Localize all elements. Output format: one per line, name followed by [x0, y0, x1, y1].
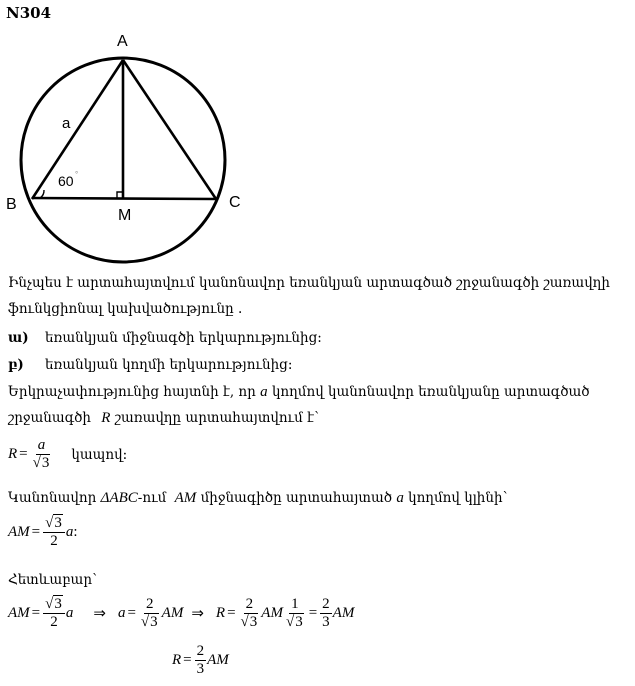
radicand: 3 — [295, 614, 303, 630]
chain-eq-1: = — [31, 605, 41, 621]
median-name: AM — [174, 490, 197, 506]
formula-am-lhs: AM — [8, 524, 30, 540]
geometry-text-a: Երկրաչափությունից հայտնի է, որ — [8, 384, 256, 400]
numerator-a: a — [37, 437, 46, 453]
final-eq: = — [183, 652, 192, 668]
numerator-sqrt3: √3 — [43, 515, 65, 533]
chain-frac-2-sqrt3-b — [239, 596, 261, 631]
chain-am-4: AM — [332, 605, 355, 621]
geometry-var-a: a — [260, 384, 268, 400]
chain-den-sqrt3-b: √3 — [240, 614, 258, 630]
formula-final — [172, 643, 229, 678]
side-ac — [123, 60, 216, 199]
chain-eq-4: = — [308, 605, 318, 621]
formula-am-colon: : — [73, 524, 78, 540]
implies-arrow-1: ⇒ — [93, 606, 106, 622]
regular-sentence — [8, 490, 509, 506]
regular-text-b: -ում — [137, 490, 167, 506]
chain-num-2b: 2 — [245, 596, 254, 612]
chain-den-sqrt3: √3 — [140, 614, 158, 630]
chain-den-2: 2 — [50, 614, 58, 630]
chain-frac-sqrt3-2 — [43, 596, 65, 631]
denominator-2: 2 — [50, 533, 58, 549]
chain-am-2: AM — [161, 605, 184, 621]
formula-suffix: կապով: — [71, 446, 128, 463]
label-c-vertex: C — [229, 194, 241, 211]
problem-number: N304 — [6, 4, 52, 22]
chain-eq-2: = — [127, 605, 136, 621]
formula-am-a: a — [65, 524, 74, 540]
option-b-text: եռանկյան կողմի երկարությունից: — [45, 357, 293, 373]
regular-text-c: միջնագիծը արտահայտած — [200, 490, 393, 506]
triangle-circle-figure — [0, 0, 635, 270]
final-frac-2-3 — [195, 643, 207, 678]
degree-mark: ° — [75, 170, 79, 179]
fraction-sqrt3-over-2 — [43, 515, 65, 550]
chain-r: R — [215, 605, 226, 621]
final-num-2: 2 — [196, 643, 205, 659]
chain-a-2: a — [117, 605, 126, 621]
label-m-point: M — [118, 207, 132, 224]
geometry-text-b: կողմով կանոնավոր եռանկյանը արտագծած — [271, 384, 590, 400]
label-angle-60: 60 — [58, 173, 74, 189]
chain-num-sqrt3: √3 — [43, 596, 65, 614]
therefore-text: Հետևաբար` — [8, 572, 99, 588]
final-am: AM — [207, 652, 229, 668]
geometry-sentence-1 — [8, 384, 590, 400]
option-a-letter: ա) — [8, 330, 29, 346]
label-b-vertex: B — [6, 196, 17, 213]
triangle-name: ΔABC — [100, 490, 138, 506]
chain-num-2: 2 — [146, 596, 154, 612]
radicand: 3 — [41, 455, 50, 471]
radicand: 3 — [150, 614, 158, 630]
label-a-vertex: A — [117, 33, 128, 50]
formula-am-eq: = — [31, 524, 41, 540]
chain-num-2c: 2 — [322, 596, 330, 612]
formula-am — [8, 515, 78, 550]
denominator-sqrt3: √3 — [32, 455, 50, 471]
chain-frac-2-sqrt3 — [139, 596, 161, 631]
radicand: 3 — [249, 614, 258, 630]
label-side-a: a — [62, 115, 71, 132]
radicand: 3 — [54, 515, 62, 531]
final-den-3: 3 — [196, 661, 205, 677]
chain-a-1: a — [65, 605, 74, 621]
regular-var: a — [396, 490, 404, 506]
question-line-1: Ինչպես է արտահայտվում կանոնավոր եռանկյան արտագծած շրջանագծի շառավղի — [8, 275, 610, 291]
chain-den-3: 3 — [322, 614, 330, 630]
chain-num-1: 1 — [291, 596, 299, 612]
formula-chain — [8, 596, 354, 631]
chain-am-3: AM — [261, 605, 283, 621]
formula-r: R — [8, 446, 18, 462]
formula-eq: = — [19, 446, 28, 462]
geometry-sentence-2 — [8, 410, 321, 426]
fraction-a-over-sqrt3 — [31, 437, 53, 472]
option-a-text: եռանկյան միջնագծի երկարությունից: — [45, 330, 322, 346]
radicand: 3 — [54, 596, 62, 612]
question-line-2: ֆունկցիոնալ կախվածությունը . — [8, 301, 243, 317]
chain-den-sqrt3-c: √3 — [285, 614, 303, 630]
geometry-text-d: շառավղը արտահայտվում է` — [114, 410, 321, 426]
implies-arrow-2: ⇒ — [191, 606, 204, 622]
chain-frac-2-3 — [320, 596, 332, 631]
final-r: R — [172, 652, 182, 668]
regular-text-d: կողմով կլինի` — [408, 490, 510, 506]
chain-am: AM — [8, 605, 30, 621]
chain-eq-3: = — [227, 605, 236, 621]
side-bc — [32, 198, 216, 199]
formula-r-a — [8, 437, 127, 472]
geometry-var-r: R — [101, 410, 111, 426]
geometry-text-c: շրջանագծի — [8, 410, 91, 426]
option-b-letter: բ) — [8, 357, 24, 373]
regular-text-a: Կանոնավոր — [8, 490, 97, 506]
chain-frac-1-sqrt3 — [284, 596, 306, 631]
